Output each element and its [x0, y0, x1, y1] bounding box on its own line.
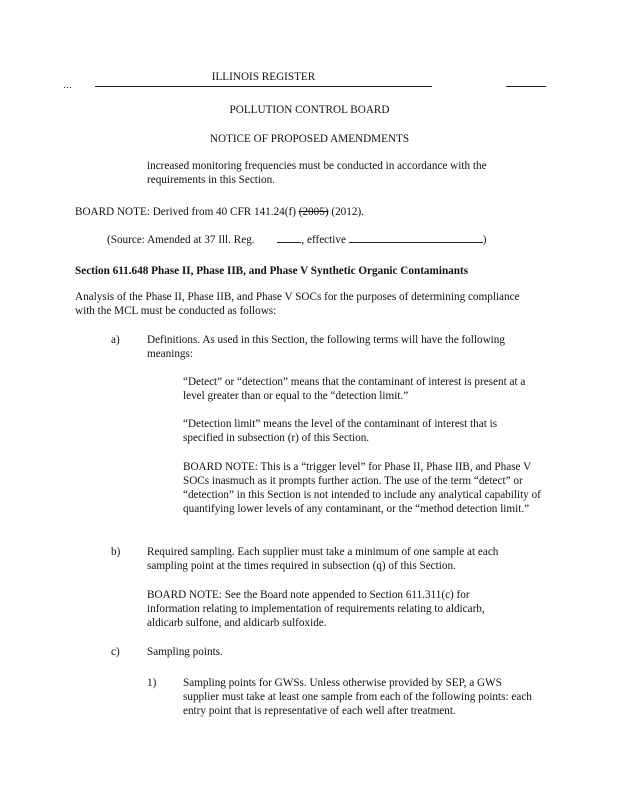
source-middle: , effective — [301, 234, 349, 246]
header-rule-left — [95, 86, 432, 87]
continuation-text: increased monitoring frequencies must be conducted in accordance with the requirements in this Section. — [147, 160, 487, 186]
item-c-label: c) — [111, 646, 120, 658]
section-heading: Section 611.648 Phase II, Phase IIB, and Phase V Synthetic Organic Contaminants — [75, 265, 469, 277]
board-note-derived — [75, 205, 535, 219]
source-prefix: (Source: Amended at 37 Ill. Reg. — [107, 234, 258, 246]
source-blank-page — [277, 232, 301, 243]
item-a-text: Definitions. As used in this Section, the following terms will have the following meanings: — [147, 334, 505, 360]
board-note-prefix: BOARD NOTE: Derived from 40 CFR 141.24(f) — [75, 206, 299, 218]
item-b-board-note: BOARD NOTE: See the Board note appended to Section 611.311(c) for information relating to implementation of requirements relating to aldicarb, aldicarb sulfone, and aldicarb sulfoxide. — [147, 589, 485, 629]
item-b-text: Required sampling. Each supplier must take a minimum of one sample at each sampling point at the times required in subsection (q) of this Section. — [147, 546, 499, 572]
item-c-text: Sampling points. — [147, 646, 223, 658]
item-a-label: a) — [111, 334, 120, 346]
item-c1-text: Sampling points for GWSs. Unless otherwise provided by SEP, a GWS supplier must take at least one sample from each of the following points: each entry point that is representative of each well after treatment. — [183, 677, 532, 717]
source-blank-date — [349, 232, 483, 243]
register-title: ILLINOIS REGISTER — [211, 71, 316, 83]
definition-detect: “Detect” or “detection” means that the contaminant of interest is present at a level greater than or equal to the “detection limit.” — [183, 376, 526, 402]
item-c1-label: 1) — [147, 677, 157, 689]
source-line — [107, 232, 527, 247]
header-rule-right — [506, 86, 546, 87]
top-left-mark: … — [63, 80, 72, 90]
section-lead: Analysis of the Phase II, Phase IIB, and Phase V SOCs for the purposes of determining compliance with the MCL must be conducted as follows: — [75, 291, 520, 317]
board-note-suffix: (2012). — [328, 206, 364, 218]
definition-detection-limit: “Detection limit” means the level of the contaminant of interest that is specified in subsection (r) of this Section. — [183, 418, 498, 444]
board-note-struck: (2005) — [298, 206, 329, 218]
notice-title: NOTICE OF PROPOSED AMENDMENTS — [209, 133, 410, 145]
item-a-board-note: BOARD NOTE: This is a “trigger level” for Phase II, Phase IIB, and Phase V SOCs inasmuch as it prompts further action. The use of the term “detect” or “detection” in this Section is not intended to include any analytical capability of quantifying lower levels of any contaminant, or the “method detection limit.” — [183, 461, 541, 515]
item-b-label: b) — [111, 546, 121, 558]
board-title: POLLUTION CONTROL BOARD — [229, 104, 390, 116]
source-end: ) — [482, 234, 487, 246]
